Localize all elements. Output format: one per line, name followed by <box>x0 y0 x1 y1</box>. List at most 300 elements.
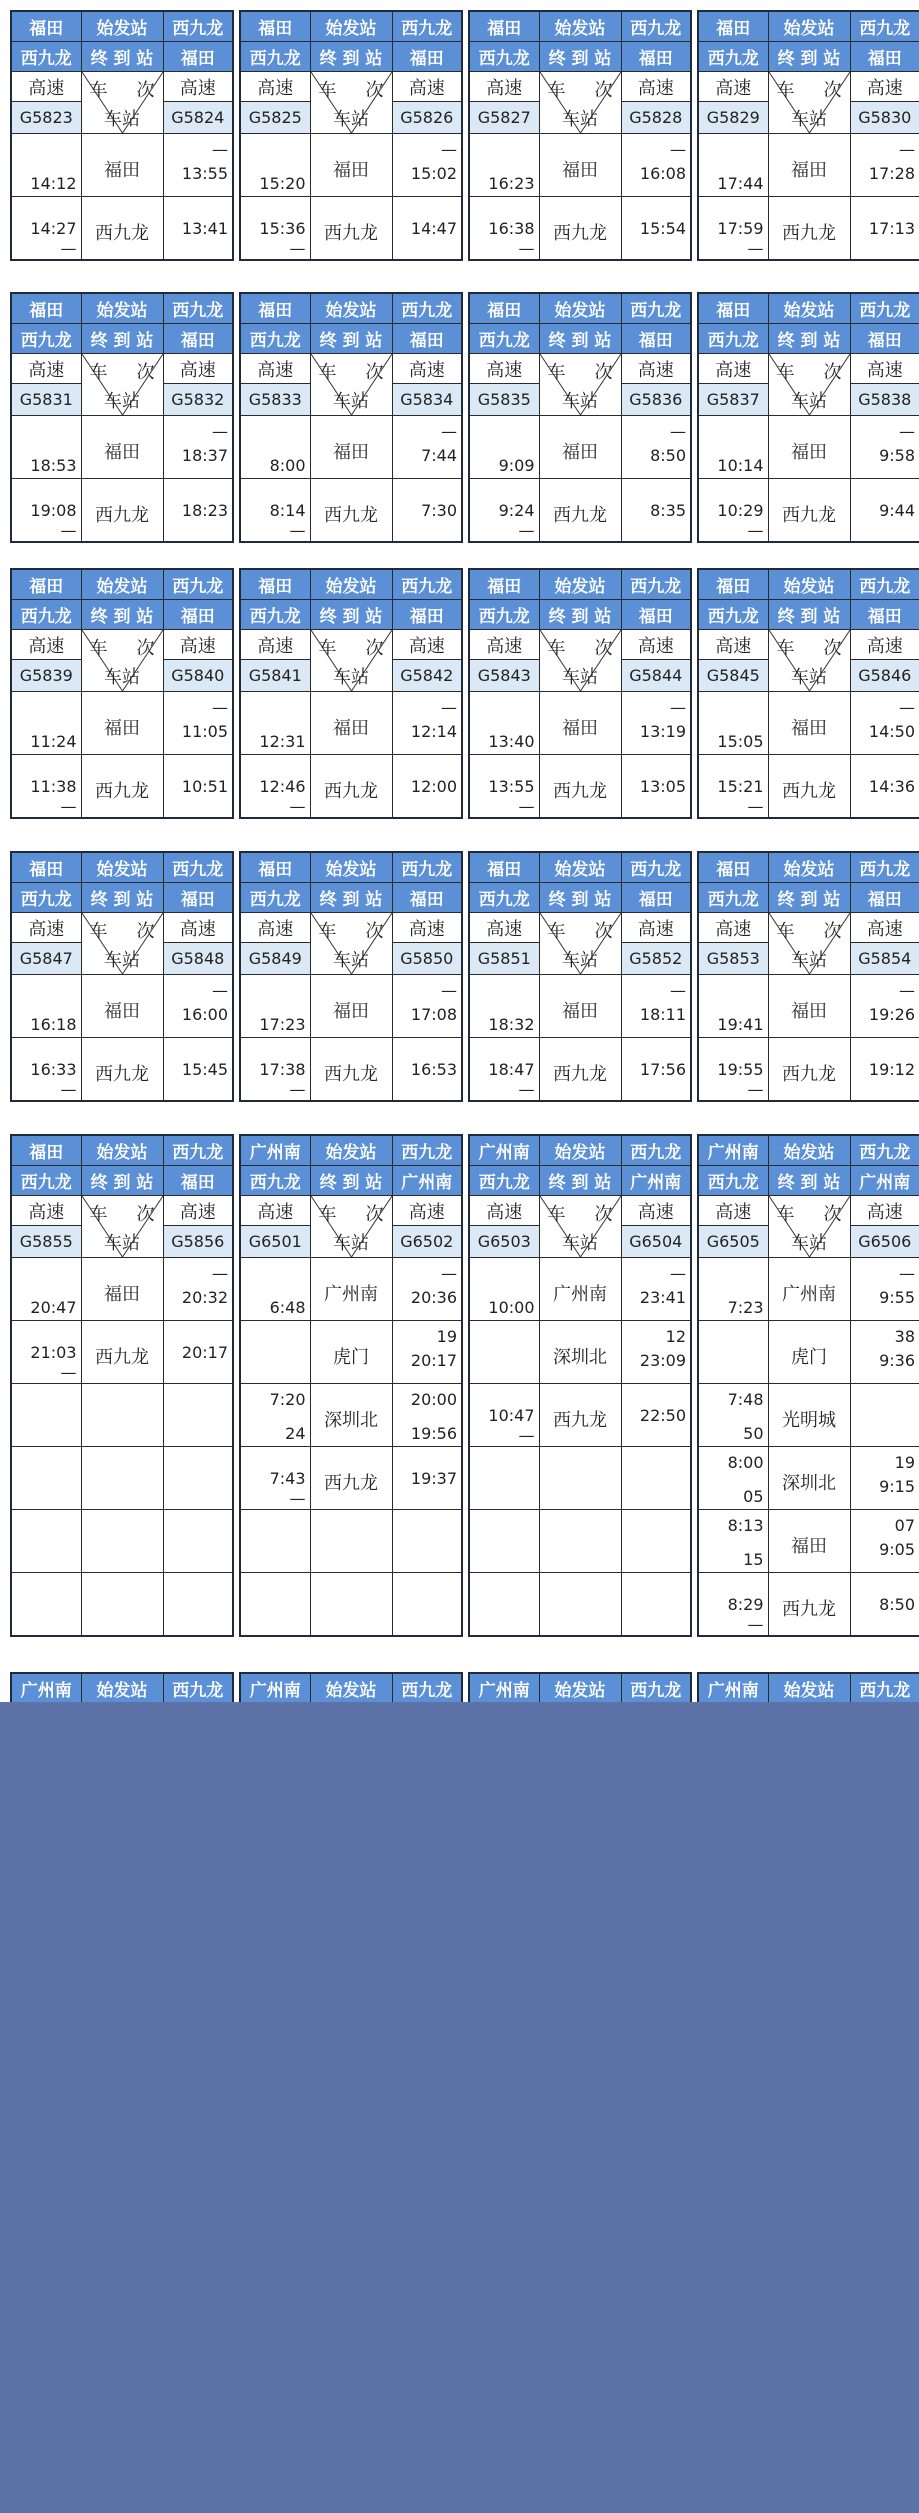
train-type-right: 高速 <box>850 913 919 943</box>
up-time <box>850 479 919 543</box>
stop-row <box>240 197 462 261</box>
train-type-right: 高速 <box>163 72 233 102</box>
dest-station-left: 西九龙 <box>11 42 81 72</box>
dest-station-right: 福田 <box>163 1166 233 1196</box>
time-value: 20:47 <box>30 1298 77 1317</box>
terminal-station: 西九龙 <box>850 1673 919 1704</box>
stop-row <box>11 197 233 261</box>
che-label: 车 <box>776 1204 795 1225</box>
train-number-right: G5848 <box>163 943 233 975</box>
down-time <box>11 755 81 819</box>
up-time <box>621 1384 691 1447</box>
time-value: 16:33 <box>30 1060 77 1079</box>
dest-station-right: 福田 <box>621 600 691 630</box>
train-type-left: 高速 <box>11 1196 81 1226</box>
origin-label: 始发站 <box>310 569 392 600</box>
che-label: 车 <box>547 80 566 101</box>
train-number-right: G5846 <box>850 660 919 692</box>
time-value: 8:00 <box>727 1453 764 1472</box>
terminal-station: 西九龙 <box>621 852 691 883</box>
time-value: 10:47 <box>488 1406 535 1425</box>
station-name: 福田 <box>562 1001 598 1022</box>
up-time <box>850 692 919 755</box>
dash: — <box>899 698 915 717</box>
timetable-G5849 <box>239 851 463 1102</box>
down-time <box>469 692 539 755</box>
terminal-station: 西九龙 <box>392 11 462 42</box>
down-time <box>469 197 539 261</box>
train-number-left: G5823 <box>11 102 81 134</box>
che-label: 车 <box>547 921 566 942</box>
station-name: 西九龙 <box>324 781 378 802</box>
stop-station <box>81 1573 163 1637</box>
station-name: 深圳北 <box>782 1473 836 1494</box>
stop-row <box>698 755 919 819</box>
stop-row <box>11 416 233 479</box>
dest-station-right: 广州南 <box>392 1166 462 1196</box>
dest-label: 终 到 站 <box>310 42 392 72</box>
up-time <box>850 1038 919 1102</box>
down-time <box>240 1510 310 1573</box>
ci-label: 次 <box>136 1204 155 1225</box>
origin-station: 福田 <box>11 293 81 324</box>
time-aux: 19 <box>894 1453 915 1472</box>
stop-station <box>310 416 392 479</box>
time-value: 18:32 <box>488 1015 535 1034</box>
train-type-left: 高速 <box>11 913 81 943</box>
origin-station: 福田 <box>469 293 539 324</box>
dash: — <box>747 1080 764 1099</box>
down-time <box>698 975 768 1038</box>
station-name: 深圳北 <box>553 1347 607 1368</box>
stop-station <box>310 197 392 261</box>
time-value: 12:14 <box>410 722 457 741</box>
train-number-right: G5824 <box>163 102 233 134</box>
time-value: 16:53 <box>410 1060 457 1079</box>
up-time <box>621 1510 691 1573</box>
ci-label: 次 <box>136 638 155 659</box>
che-label: 车 <box>776 80 795 101</box>
dash: — <box>518 239 535 258</box>
train-number-right: G5844 <box>621 660 691 692</box>
dest-station-left: 西九龙 <box>698 883 768 913</box>
stop-station <box>539 975 621 1038</box>
dash: — <box>518 1080 535 1099</box>
up-time <box>392 134 462 197</box>
time-value: 9:05 <box>879 1540 915 1559</box>
dash: — <box>441 698 457 717</box>
station-label: 车站 <box>791 1233 827 1254</box>
stop-row <box>469 692 691 755</box>
down-time <box>698 1573 768 1637</box>
time-value: 18:11 <box>639 1005 686 1024</box>
terminal-station: 西九龙 <box>621 1135 691 1166</box>
che-label: 车 <box>318 638 337 659</box>
time-value: 7:23 <box>727 1298 764 1317</box>
ci-label: 次 <box>594 1204 613 1225</box>
up-time <box>163 416 233 479</box>
station-label: 车站 <box>791 391 827 412</box>
time-value: 9:36 <box>879 1351 915 1370</box>
time-value: 7:30 <box>421 501 457 520</box>
origin-label: 始发站 <box>768 11 850 42</box>
train-type-left: 高速 <box>469 354 539 384</box>
stop-row <box>698 692 919 755</box>
train-station-header <box>310 1196 392 1258</box>
stop-station <box>81 1258 163 1321</box>
train-type-left: 高速 <box>11 72 81 102</box>
terminal-station: 西九龙 <box>163 1673 233 1704</box>
terminal-station: 西九龙 <box>163 11 233 42</box>
train-type-right: 高速 <box>850 1196 919 1226</box>
time-value: 10:14 <box>717 456 764 475</box>
station-name: 福田 <box>791 160 827 181</box>
ci-label: 次 <box>594 362 613 383</box>
dest-station-left: 西九龙 <box>240 42 310 72</box>
dest-label: 终 到 站 <box>768 883 850 913</box>
dest-station-right: 广州南 <box>621 1166 691 1196</box>
stop-station <box>768 416 850 479</box>
timetable-G5823 <box>10 10 234 261</box>
station-name: 福田 <box>333 442 369 463</box>
terminal-station: 西九龙 <box>850 11 919 42</box>
ci-label: 次 <box>365 921 384 942</box>
stop-station <box>81 1510 163 1573</box>
dest-station-right: 广州南 <box>850 1166 919 1196</box>
up-time <box>850 755 919 819</box>
stop-row <box>11 1447 233 1510</box>
origin-station: 福田 <box>11 1135 81 1166</box>
stop-station <box>768 975 850 1038</box>
stop-station <box>768 1447 850 1510</box>
time-value: 16:00 <box>181 1005 228 1024</box>
dash: — <box>899 140 915 159</box>
stop-row <box>240 692 462 755</box>
train-type-right: 高速 <box>621 630 691 660</box>
train-type-left: 高速 <box>240 630 310 660</box>
bottom-cover-panel <box>0 1702 919 2513</box>
dest-label: 终 到 站 <box>768 600 850 630</box>
up-time <box>621 197 691 261</box>
stop-row <box>469 755 691 819</box>
dash: — <box>289 239 306 258</box>
down-time <box>698 479 768 543</box>
timetable-G5831 <box>10 292 234 543</box>
dest-label: 终 到 站 <box>310 324 392 354</box>
train-number-left: G5837 <box>698 384 768 416</box>
up-time <box>621 1447 691 1510</box>
up-time <box>163 134 233 197</box>
station-name: 西九龙 <box>324 223 378 244</box>
down-time <box>11 1447 81 1510</box>
down-time <box>698 755 768 819</box>
time-value: 19:55 <box>717 1060 764 1079</box>
stop-row <box>240 1447 462 1510</box>
up-time <box>163 1384 233 1447</box>
train-type-left: 高速 <box>469 72 539 102</box>
time-value: 9:24 <box>498 501 535 520</box>
origin-station: 福田 <box>469 11 539 42</box>
down-time <box>698 197 768 261</box>
stop-row <box>240 755 462 819</box>
station-label: 车站 <box>562 950 598 971</box>
stop-row <box>698 1258 919 1321</box>
up-time <box>392 479 462 543</box>
time-aux: 19 <box>436 1327 457 1346</box>
origin-station: 广州南 <box>240 1673 310 1704</box>
time-value: 17:23 <box>259 1015 306 1034</box>
time-value: 10:29 <box>717 501 764 520</box>
station-label: 车站 <box>562 109 598 130</box>
dash: — <box>212 981 228 1000</box>
dest-station-left: 西九龙 <box>240 883 310 913</box>
terminal-station: 西九龙 <box>163 293 233 324</box>
stop-station <box>768 1510 850 1573</box>
dash: — <box>518 521 535 540</box>
stop-station <box>81 479 163 543</box>
down-time <box>698 692 768 755</box>
stop-station <box>81 197 163 261</box>
station-name: 西九龙 <box>95 505 149 526</box>
train-number-left: G6503 <box>469 1226 539 1258</box>
dest-station-left: 西九龙 <box>240 324 310 354</box>
station-label: 车站 <box>333 950 369 971</box>
ci-label: 次 <box>594 921 613 942</box>
up-time <box>621 479 691 543</box>
up-time <box>621 975 691 1038</box>
station-name: 虎门 <box>791 1347 827 1368</box>
che-label: 车 <box>89 80 108 101</box>
train-number-left: G5827 <box>469 102 539 134</box>
train-number-right: G5834 <box>392 384 462 416</box>
train-number-right: G5826 <box>392 102 462 134</box>
train-type-left: 高速 <box>240 913 310 943</box>
station-name: 福田 <box>562 718 598 739</box>
station-name: 西九龙 <box>553 505 607 526</box>
train-number-left: G5843 <box>469 660 539 692</box>
station-name: 广州南 <box>782 1284 836 1305</box>
time-value: 7:44 <box>421 446 457 465</box>
dest-label: 终 到 站 <box>768 42 850 72</box>
time-value: 8:13 <box>727 1516 764 1535</box>
time-value: 15:05 <box>717 732 764 751</box>
stop-station <box>81 416 163 479</box>
down-time <box>469 1447 539 1510</box>
che-label: 车 <box>547 638 566 659</box>
stop-station <box>539 1038 621 1102</box>
dest-station-right: 福田 <box>163 600 233 630</box>
time-value: 10:51 <box>181 777 228 796</box>
stop-row <box>240 975 462 1038</box>
up-time <box>392 1038 462 1102</box>
ci-label: 次 <box>823 1204 842 1225</box>
station-label: 车站 <box>791 950 827 971</box>
stop-row <box>11 975 233 1038</box>
down-time <box>11 1038 81 1102</box>
station-name: 福田 <box>104 442 140 463</box>
station-name: 福田 <box>791 718 827 739</box>
station-label: 车站 <box>104 1233 140 1254</box>
train-number-left: G5851 <box>469 943 539 975</box>
dash: — <box>899 981 915 1000</box>
origin-station: 福田 <box>240 852 310 883</box>
stop-station <box>539 1510 621 1573</box>
train-type-right: 高速 <box>392 630 462 660</box>
time-value: 14:12 <box>30 174 77 193</box>
station-name: 西九龙 <box>553 1064 607 1085</box>
che-label: 车 <box>776 362 795 383</box>
terminal-station: 西九龙 <box>850 569 919 600</box>
dest-station-right: 福田 <box>392 324 462 354</box>
dest-station-right: 福田 <box>392 600 462 630</box>
time-value: 11:24 <box>30 732 77 751</box>
stop-row <box>469 1258 691 1321</box>
time-value: 14:27 <box>30 219 77 238</box>
down-time <box>698 1321 768 1384</box>
stop-row <box>11 692 233 755</box>
train-type-right: 高速 <box>392 72 462 102</box>
time-value: 20:17 <box>410 1351 457 1370</box>
station-name: 福田 <box>104 1001 140 1022</box>
time-value: 23:41 <box>639 1288 686 1307</box>
timetable-G5843 <box>468 568 692 819</box>
up-time <box>392 755 462 819</box>
station-name: 西九龙 <box>324 1473 378 1494</box>
up-time <box>392 1258 462 1321</box>
station-label: 车站 <box>562 391 598 412</box>
timetable-G5845 <box>697 568 919 819</box>
dest-station-left: 西九龙 <box>11 600 81 630</box>
station-name: 西九龙 <box>95 1347 149 1368</box>
train-station-header <box>310 630 392 692</box>
timetable-G5839 <box>10 568 234 819</box>
origin-station: 福田 <box>240 293 310 324</box>
stop-station <box>768 197 850 261</box>
station-name: 西九龙 <box>95 223 149 244</box>
down-time <box>469 755 539 819</box>
ci-label: 次 <box>136 921 155 942</box>
time-value-2: 19:56 <box>410 1424 457 1443</box>
ci-label: 次 <box>823 80 842 101</box>
timetable-G5847 <box>10 851 234 1102</box>
dest-station-right: 福田 <box>163 883 233 913</box>
time-aux: 12 <box>665 1327 686 1346</box>
train-station-header <box>539 354 621 416</box>
dash: — <box>518 1426 535 1445</box>
dest-station-right: 福田 <box>163 324 233 354</box>
stop-station <box>768 755 850 819</box>
train-type-left: 高速 <box>469 1196 539 1226</box>
dest-station-left: 西九龙 <box>469 1166 539 1196</box>
origin-station: 福田 <box>698 293 768 324</box>
stop-row <box>240 416 462 479</box>
dest-station-left: 西九龙 <box>11 324 81 354</box>
stop-row <box>698 1573 919 1637</box>
timetable-G5851 <box>468 851 692 1102</box>
train-station-header <box>768 354 850 416</box>
up-time <box>163 755 233 819</box>
down-time <box>469 1321 539 1384</box>
stop-station <box>81 1384 163 1447</box>
time-value: 20:32 <box>181 1288 228 1307</box>
up-time <box>163 197 233 261</box>
down-time <box>11 1321 81 1384</box>
stop-station <box>539 197 621 261</box>
timetable-G6503 <box>468 1134 692 1637</box>
train-number-right: G5854 <box>850 943 919 975</box>
terminal-station: 西九龙 <box>392 569 462 600</box>
ci-label: 次 <box>365 362 384 383</box>
dash: — <box>441 422 457 441</box>
che-label: 车 <box>318 362 337 383</box>
origin-label: 始发站 <box>768 569 850 600</box>
stop-station <box>539 479 621 543</box>
train-number-right: G6504 <box>621 1226 691 1258</box>
dest-label: 终 到 站 <box>310 1166 392 1196</box>
origin-station: 福田 <box>11 11 81 42</box>
up-time <box>621 692 691 755</box>
stop-station <box>539 692 621 755</box>
stop-row <box>469 1573 691 1637</box>
stop-row <box>698 416 919 479</box>
train-number-left: G5825 <box>240 102 310 134</box>
stop-row <box>240 1038 462 1102</box>
stop-row <box>11 134 233 197</box>
origin-label: 始发站 <box>768 1673 850 1704</box>
stop-station <box>768 1038 850 1102</box>
stop-station <box>310 1038 392 1102</box>
time-value: 9:55 <box>879 1288 915 1307</box>
terminal-station: 西九龙 <box>392 1135 462 1166</box>
dest-label: 终 到 站 <box>310 600 392 630</box>
stop-row <box>469 1510 691 1573</box>
time-value: 9:44 <box>879 501 915 520</box>
dash: — <box>747 1615 764 1634</box>
origin-label: 始发站 <box>81 293 163 324</box>
time-value: 8:29 <box>727 1595 764 1614</box>
dest-station-left: 西九龙 <box>469 600 539 630</box>
train-type-right: 高速 <box>621 1196 691 1226</box>
stop-row <box>11 1038 233 1102</box>
stop-station <box>768 134 850 197</box>
origin-label: 始发站 <box>768 293 850 324</box>
down-time <box>11 197 81 261</box>
station-label: 车站 <box>791 109 827 130</box>
train-station-header <box>310 354 392 416</box>
up-time <box>850 1510 919 1573</box>
stop-station <box>81 1447 163 1510</box>
time-value: 6:48 <box>269 1298 306 1317</box>
down-time <box>240 416 310 479</box>
terminal-station: 西九龙 <box>850 852 919 883</box>
time-value: 7:43 <box>269 1469 306 1488</box>
origin-label: 始发站 <box>310 293 392 324</box>
origin-label: 始发站 <box>310 1673 392 1704</box>
timetable-G5853 <box>697 851 919 1102</box>
station-label: 车站 <box>333 391 369 412</box>
train-type-left: 高速 <box>698 630 768 660</box>
train-number-right: G5838 <box>850 384 919 416</box>
stop-station <box>310 1573 392 1637</box>
station-label: 车站 <box>104 950 140 971</box>
time-value: 14:50 <box>868 722 915 741</box>
origin-label: 始发站 <box>310 11 392 42</box>
time-aux: 15 <box>743 1550 764 1569</box>
stop-row <box>11 1321 233 1384</box>
down-time <box>11 1510 81 1573</box>
down-time <box>469 479 539 543</box>
down-time <box>469 975 539 1038</box>
